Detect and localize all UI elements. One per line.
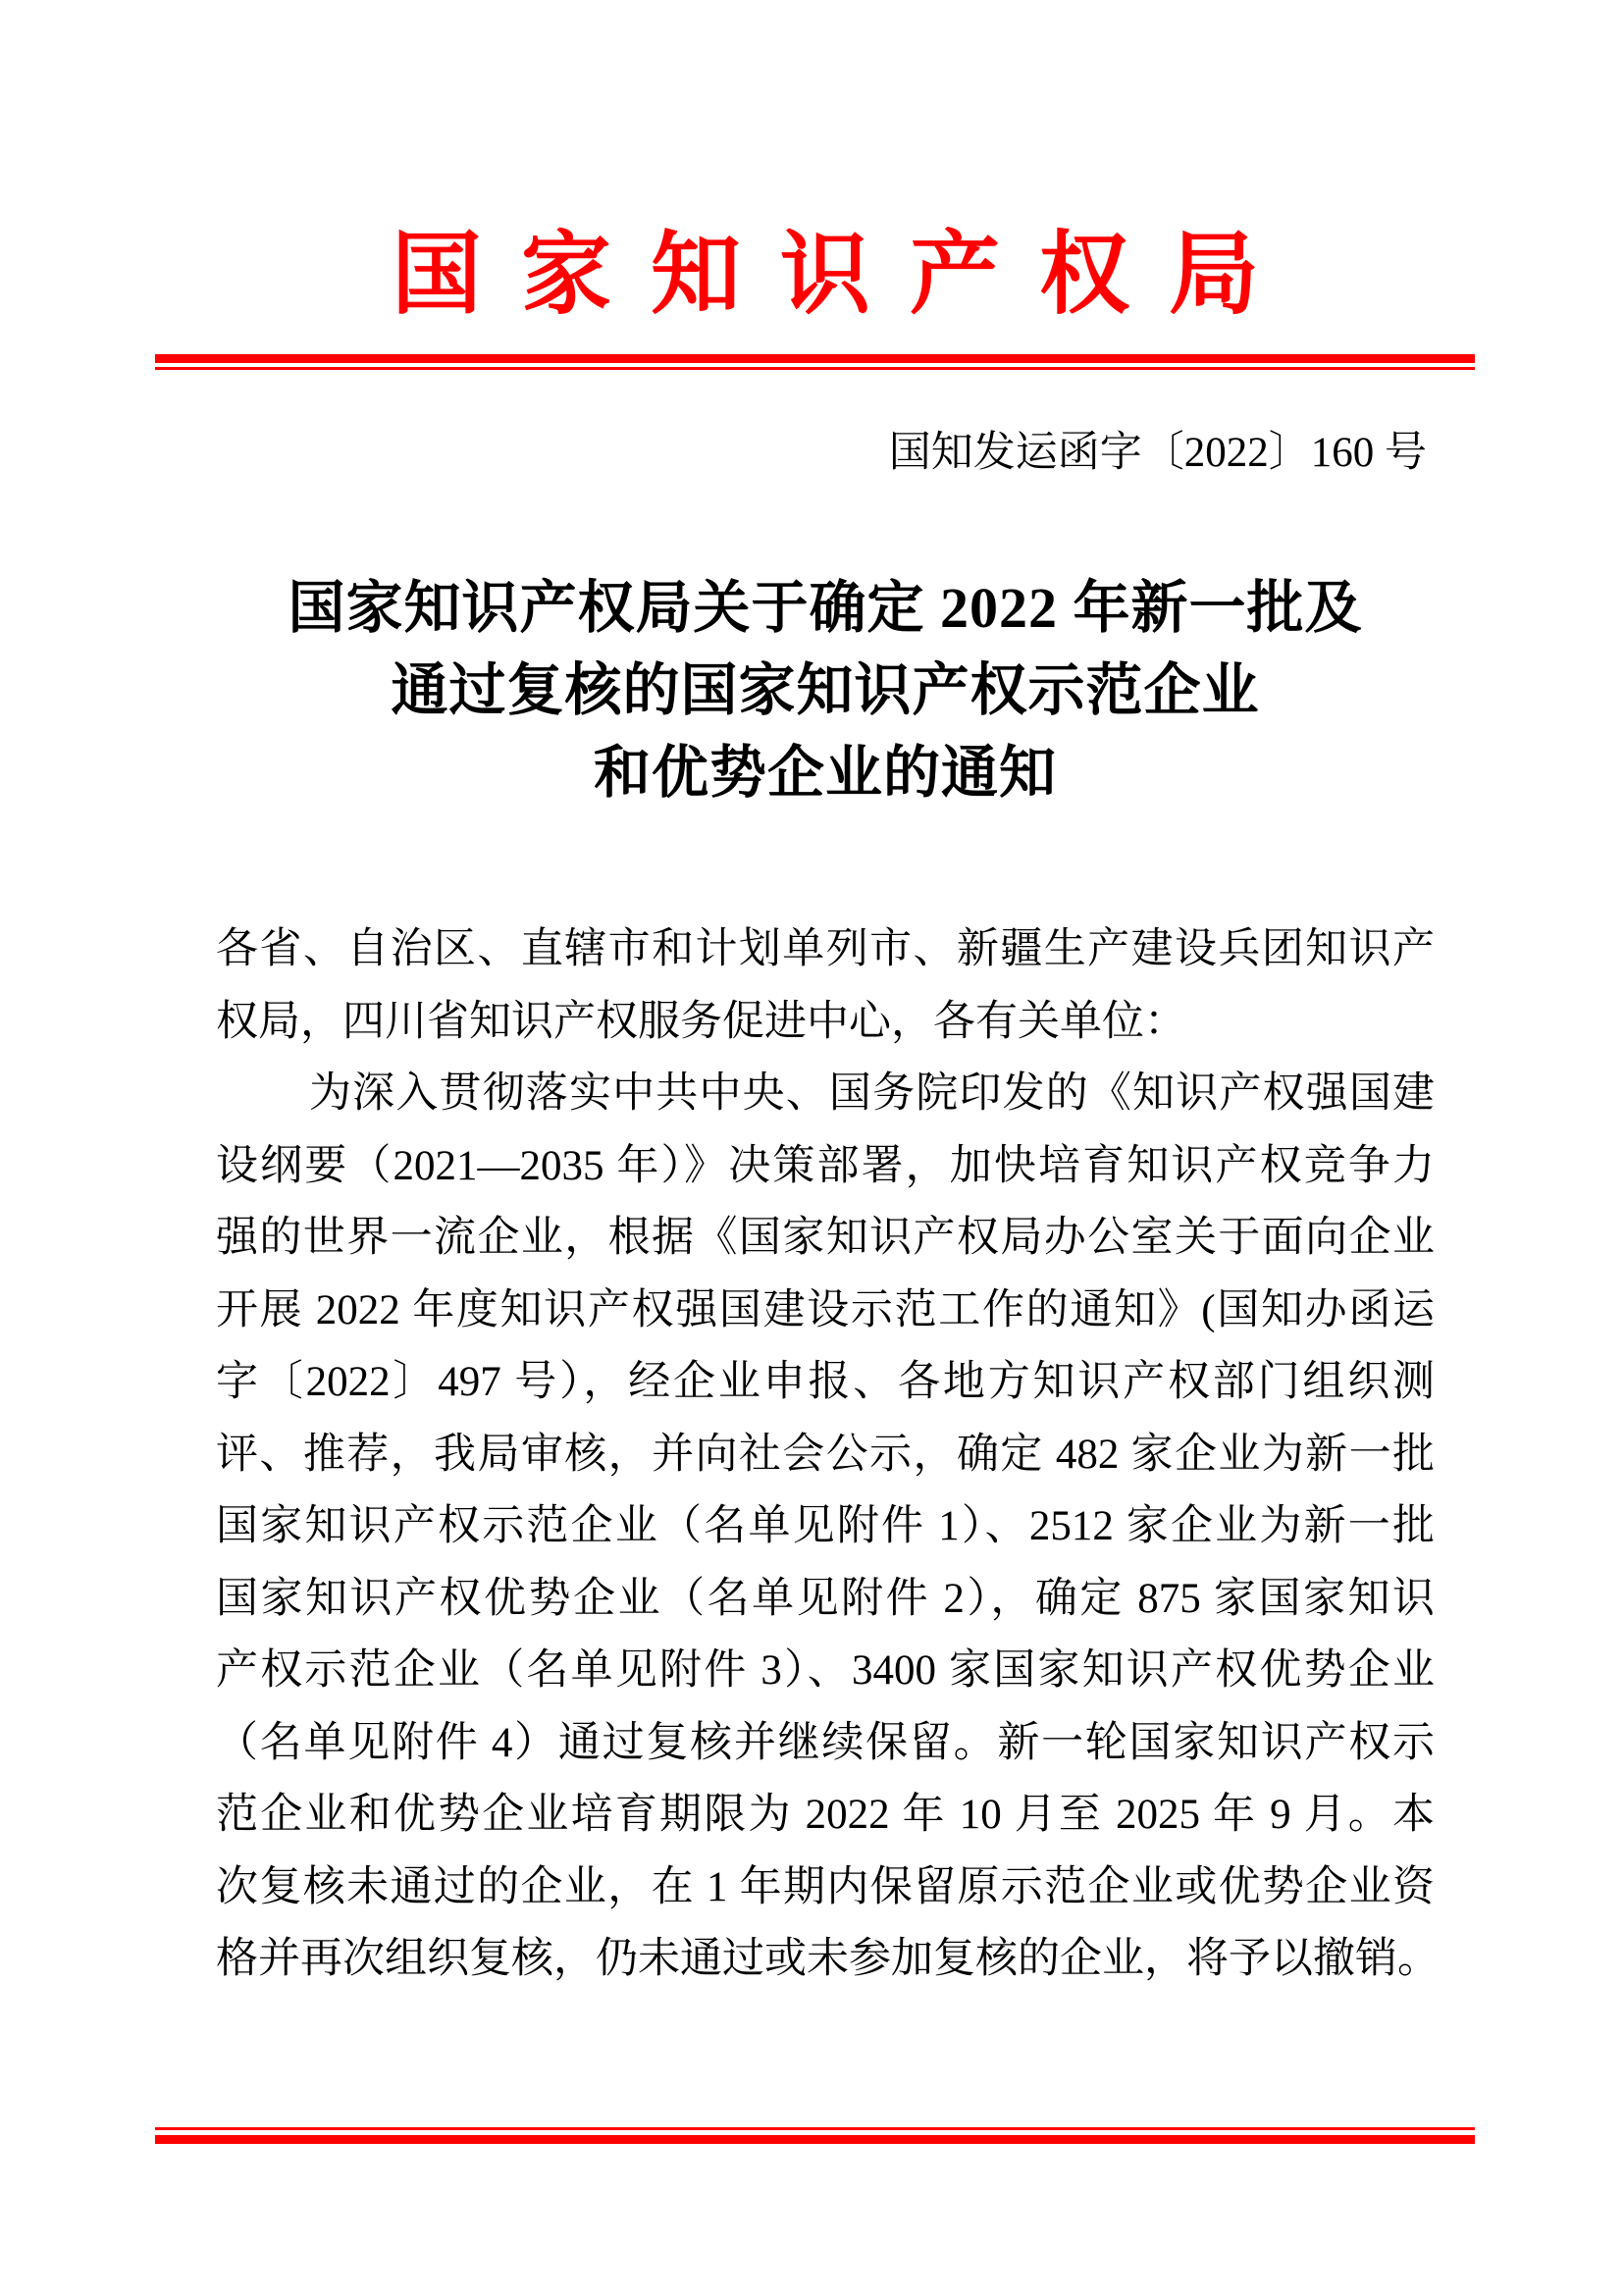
body-line: 权局，四川省知识产权服务促进中心，各有关单位： [216,998,1186,1045]
body-line: 强的世界一流企业，根据《国家知识产权局办公室关于面向企业 [216,1215,1435,1261]
header-rule-thin-bar [155,367,1475,370]
body-text [216,913,1440,1996]
document-title-line-1: 国家知识产权局关于确定 2022 年新一批及 [288,576,1363,640]
body-line: 国家知识产权示范企业（名单见附件 1）、2512 家企业为新一批 [216,1503,1435,1549]
body-line: 次复核未通过的企业，在 1 年期内保留原示范企业或优势企业资 [216,1863,1435,1910]
body-line: 国家知识产权优势企业（名单见附件 2），确定 875 家国家知识 [216,1575,1435,1622]
body-line: 为深入贯彻落实中共中央、国务院印发的《知识产权强国建 [309,1070,1435,1117]
body-line: 设纲要（2021—2035 年）》决策部署，加快培育知识产权竞争力 [216,1142,1435,1189]
body-line: 产权示范企业（名单见附件 3）、3400 家国家知识产权优势企业 [216,1647,1435,1694]
agency-header-title [216,224,1435,326]
body-line: （名单见附件 4）通过复核并继续保留。新一轮国家知识产权示 [216,1719,1435,1766]
document-title-line-3: 和优势企业的通知 [593,741,1057,805]
footer-rule-thin-bar [155,2127,1475,2130]
body-line: 各省、自治区、直辖市和计划单列市、新疆生产建设兵团知识产 [216,926,1435,972]
body-line: 范企业和优势企业培育期限为 2022 年 10 月至 2025 年 9 月。本 [216,1792,1435,1838]
header-double-rule [155,354,1475,370]
body-line: 开展 2022 年度知识产权强国建设示范工作的通知》(国知办函运 [216,1286,1435,1333]
agency-header-text: 国家知识产权局 [391,225,1298,325]
document-number: 国知发运函字〔2022〕160 号 [888,430,1427,476]
body-line: 格并再次组织复核，仍未通过或未参加复核的企业，将予以撤销。 [216,1936,1440,1982]
footer-rule-thick-bar [155,2135,1475,2144]
body-line: 字〔2022〕497 号），经企业申报、各地方知识产权部门组织测 [216,1359,1435,1405]
header-rule-thick-bar [155,354,1475,363]
body-line: 评、推荐，我局审核，并向社会公示，确定 482 家企业为新一批 [216,1431,1435,1478]
footer-double-rule [155,2127,1475,2144]
document-title [216,567,1435,814]
document-title-line-2: 通过复核的国家知识产权示范企业 [391,658,1260,722]
